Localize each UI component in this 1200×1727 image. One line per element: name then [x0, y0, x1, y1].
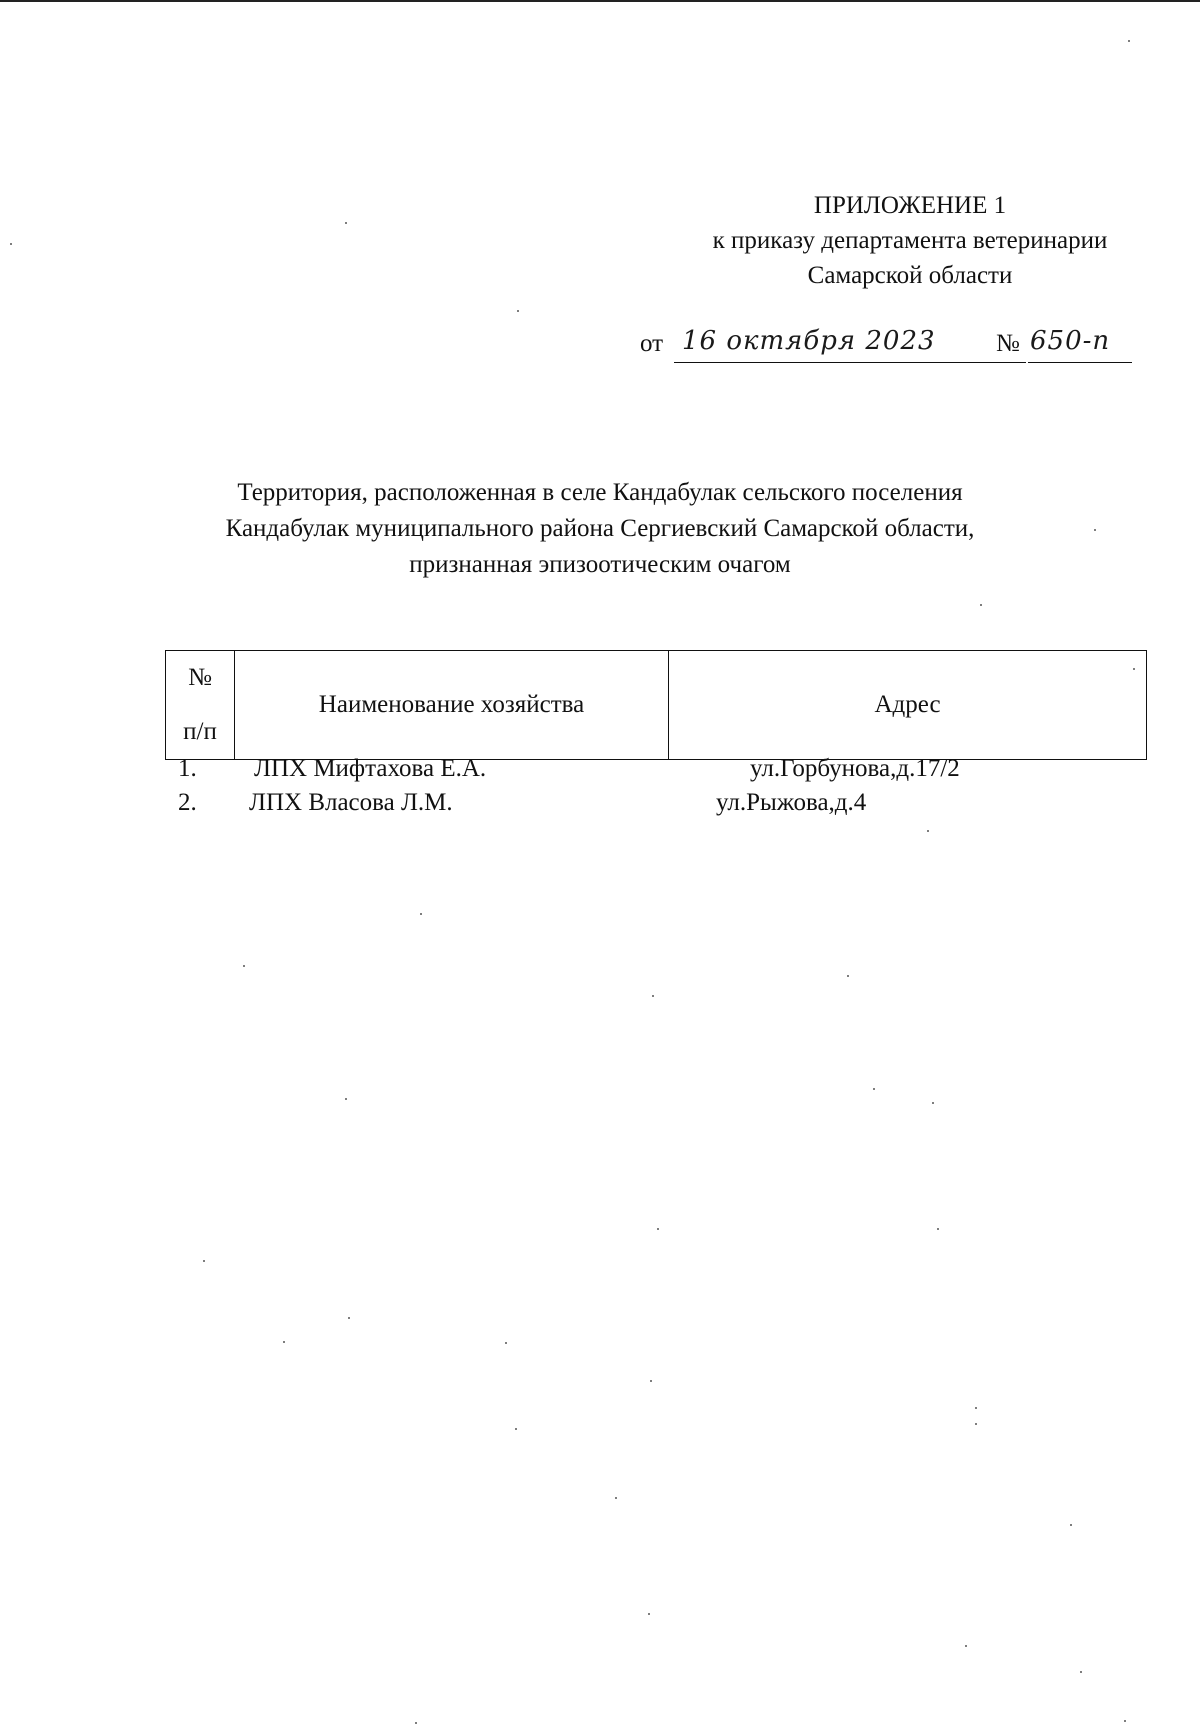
table-row [0, 787, 1200, 819]
document-title [160, 475, 1040, 583]
number-label: № [996, 330, 1020, 357]
scan-speck [975, 1407, 977, 1409]
scan-speck [847, 975, 849, 977]
header-number-sign: № [188, 664, 212, 691]
scan-speck [345, 1098, 347, 1100]
handwritten-number: 650-п [1030, 326, 1111, 356]
scan-speck [1094, 529, 1096, 531]
scan-speck [415, 1722, 417, 1724]
scan-speck [420, 913, 422, 915]
scan-speck [1133, 668, 1135, 670]
scan-speck [345, 222, 347, 224]
table-row [0, 753, 1200, 785]
appendix-title: ПРИЛОЖЕНИЕ 1 [813, 192, 1007, 219]
row-address: ул.Рыжова,д.4 [716, 789, 867, 816]
scan-speck [203, 1260, 205, 1262]
scan-speck [505, 1342, 507, 1344]
scan-speck [615, 1497, 617, 1499]
row-farm-name: ЛПХ Власова Л.М. [249, 789, 453, 816]
scan-speck [980, 604, 982, 606]
table-header-row [166, 651, 1147, 760]
scan-speck [648, 1613, 650, 1615]
appendix-order-reference: к приказу департамента ветеринарии [712, 227, 1108, 254]
scan-speck [283, 1341, 285, 1343]
scan-top-edge [0, 0, 1200, 2]
appendix-header [640, 188, 1180, 293]
scan-speck [517, 310, 519, 312]
scan-speck [932, 1102, 934, 1104]
date-underline [674, 362, 1026, 363]
title-line-1: Территория, расположенная в селе Кандабулак сельского поселения [237, 479, 963, 506]
scan-speck [927, 830, 929, 832]
farms-table [165, 650, 1147, 760]
scan-speck [937, 1228, 939, 1230]
scan-speck [1128, 40, 1130, 42]
scan-speck [1124, 1720, 1126, 1722]
number-underline [1028, 362, 1132, 363]
header-address: Адрес [669, 651, 1147, 760]
header-number [166, 651, 235, 760]
order-date-number [640, 326, 1140, 366]
scan-speck [1080, 1671, 1082, 1673]
scan-speck [657, 1228, 659, 1230]
scan-speck [1070, 1524, 1072, 1526]
scan-speck [10, 243, 12, 245]
row-address: ул.Горбунова,д.17/2 [750, 755, 960, 782]
title-line-3: признанная эпизоотическим очагом [409, 551, 791, 578]
header-farm-name: Наименование хозяйства [235, 651, 669, 760]
row-number: 1. [178, 755, 197, 782]
scan-speck [348, 1317, 350, 1319]
handwritten-date: 16 октября 2023 [682, 326, 936, 356]
scan-speck [515, 1428, 517, 1430]
scan-speck [652, 995, 654, 997]
header-number-pp: п/п [183, 718, 217, 745]
scan-speck [873, 1088, 875, 1090]
row-number: 2. [178, 789, 197, 816]
scan-speck [243, 965, 245, 967]
scan-speck [975, 1423, 977, 1425]
scan-speck [965, 1645, 967, 1647]
date-label: от [640, 330, 664, 357]
row-farm-name: ЛПХ Мифтахова Е.А. [254, 755, 487, 782]
appendix-region: Самарской области [807, 262, 1013, 289]
title-line-2: Кандабулак муниципального района Сергиевский Самарской области, [225, 515, 975, 542]
scan-speck [650, 1380, 652, 1382]
